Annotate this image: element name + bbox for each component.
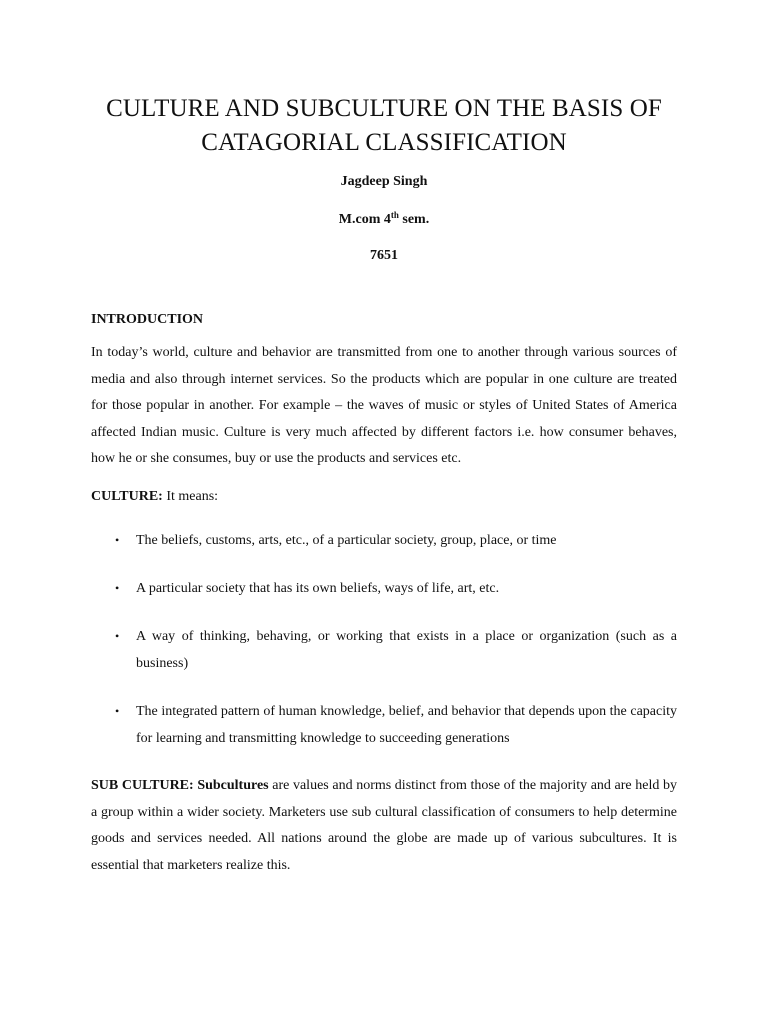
document-title <box>91 92 677 160</box>
introduction-paragraph: In today’s world, culture and behavior are transmitted from one to another through various sources of media and also through internet services. So the products which are popular in one culture are treated for those popular in another. For example – the waves of music or styles of United States of America affected Indian music. Culture is very much affected by different factors i.e. how consumer behaves, how he or she consumes, buy or use the products and services etc. <box>91 345 677 467</box>
title-line-2: CATAGORIAL CLASSIFICATION <box>201 129 567 156</box>
course-prefix: M.com 4 <box>338 212 391 227</box>
list-item <box>91 527 677 554</box>
bullet-icon: • <box>115 628 120 643</box>
bullet-text: The integrated pattern of human knowledge, belief, and behavior that depends upon the capacity for learning and transmitting knowledge to succeeding generations <box>136 703 677 746</box>
list-item <box>91 575 677 602</box>
roll-number: 7651 <box>370 248 398 263</box>
bullet-icon: • <box>115 532 120 547</box>
title-line-1: CULTURE AND SUBCULTURE ON THE BASIS OF <box>106 95 662 122</box>
sub-culture-text: are values and norms distinct from those of the majority and are held by a group within a wider society. Marketers use sub cultural classification of consumers to help determine goods and services needed. All nations around the globe are made up of various subcultures. It is essential that marketers realize this. <box>91 777 677 873</box>
culture-label: CULTURE: <box>91 488 163 504</box>
course-suffix: sem. <box>398 212 430 227</box>
course-superscript: th <box>390 210 399 220</box>
author-name: Jagdeep Singh <box>340 174 428 189</box>
bullet-icon: • <box>115 703 120 718</box>
sub-culture-label: SUB CULTURE: <box>91 777 194 793</box>
culture-bullet-list <box>91 527 677 752</box>
list-item <box>91 623 677 677</box>
bullet-text: The beliefs, customs, arts, etc., of a particular society, group, place, or time <box>136 532 557 548</box>
sub-culture-paragraph <box>91 773 677 879</box>
bullet-icon: • <box>115 580 120 595</box>
introduction-heading: INTRODUCTION <box>91 312 204 327</box>
bullet-text: A particular society that has its own beliefs, ways of life, art, etc. <box>136 580 500 596</box>
sub-culture-term: Subcultures <box>197 777 269 793</box>
bullet-text: A way of thinking, behaving, or working that exists in a place or organization (such as a business) <box>136 628 677 671</box>
culture-definition-line <box>91 489 677 505</box>
course-info <box>91 210 677 228</box>
culture-text: It means: <box>162 488 219 504</box>
list-item <box>91 698 677 752</box>
